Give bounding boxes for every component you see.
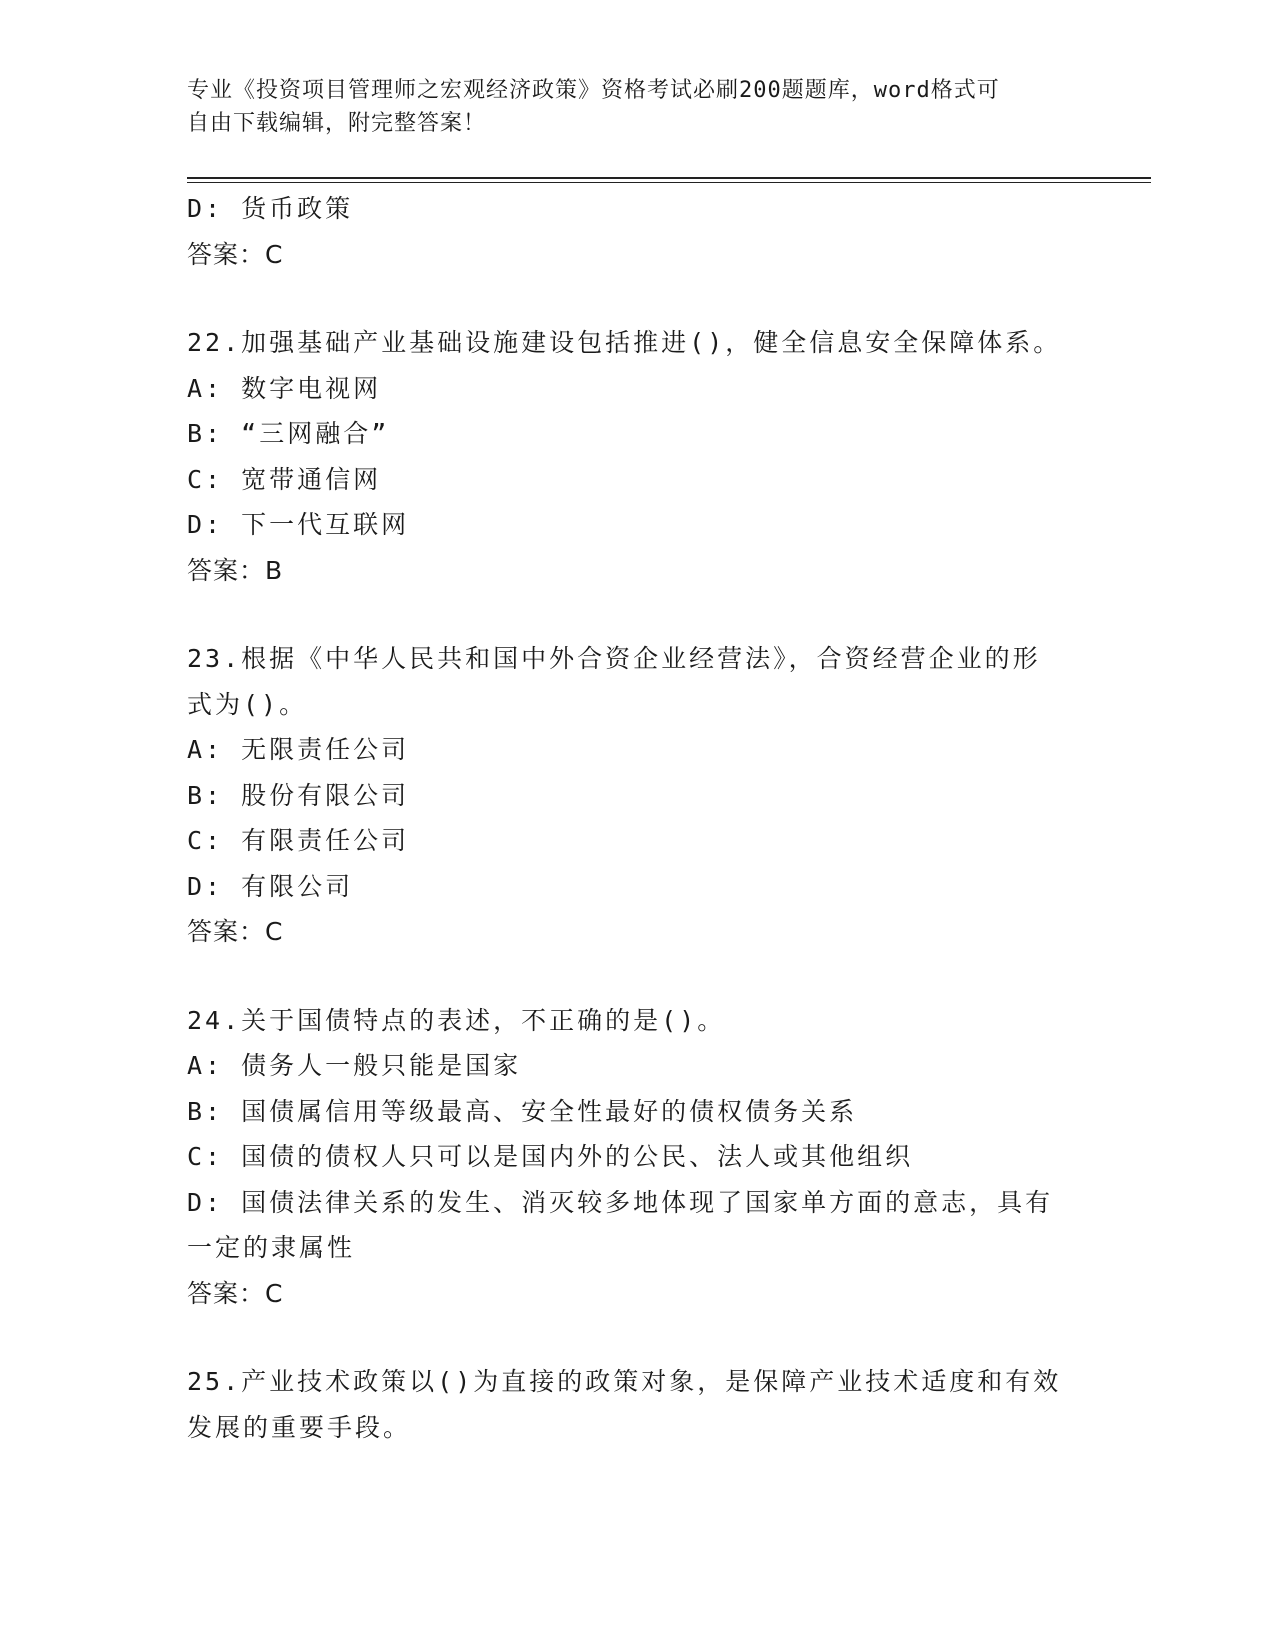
option-c: C: 国债的债权人只可以是国内外的公民、法人或其他组织	[187, 1142, 914, 1171]
header-line-2: 自由下载编辑，附完整答案！	[187, 111, 487, 136]
question-24	[187, 998, 1087, 1317]
answer: 答案：C	[187, 239, 284, 269]
option-d: D: 有限公司	[187, 871, 354, 901]
option-b: B: “三网融合”	[187, 419, 390, 448]
question-stem: 24.关于国债特点的表述，不正确的是()。	[187, 1005, 726, 1035]
option-d-continued: 一定的隶属性	[187, 1233, 356, 1262]
header-divider	[187, 177, 1151, 183]
spacer	[187, 955, 1087, 998]
document-header	[187, 74, 1067, 140]
question-23	[187, 636, 1087, 955]
option-a: A: 数字电视网	[187, 373, 382, 403]
answer: 答案：B	[187, 555, 284, 585]
question-21-tail	[187, 186, 1087, 277]
question-stem-line-1: 23.根据《中华人民共和国中外合资企业经营法》，合资经营企业的形	[187, 644, 1041, 673]
question-22	[187, 320, 1087, 593]
option-d: D: 国债法律关系的发生、消灭较多地体现了国家单方面的意志，具有	[187, 1187, 1054, 1217]
option-a: A: 债务人一般只能是国家	[187, 1051, 522, 1080]
option-d: D: 货币政策	[187, 194, 354, 223]
question-stem-line-2: 发展的重要手段。	[187, 1412, 412, 1442]
question-list	[187, 186, 1087, 1450]
answer: 答案：C	[187, 1278, 284, 1308]
header-line-1: 专业《投资项目管理师之宏观经济政策》资格考试必刷200题题库，word格式可	[187, 78, 1000, 103]
option-c: C: 宽带通信网	[187, 464, 382, 494]
option-c: C: 有限责任公司	[187, 826, 410, 855]
option-a: A: 无限责任公司	[187, 735, 410, 764]
question-25	[187, 1359, 1087, 1450]
option-b: B: 国债属信用等级最高、安全性最好的债权债务关系	[187, 1096, 858, 1126]
spacer	[187, 1316, 1087, 1359]
spacer	[187, 593, 1087, 636]
option-d: D: 下一代互联网	[187, 510, 410, 539]
question-stem: 22.加强基础产业基础设施建设包括推进()，健全信息安全保障体系。	[187, 328, 1062, 357]
question-stem-line-2: 式为()。	[187, 689, 308, 719]
answer: 答案：C	[187, 917, 284, 946]
option-b: B: 股份有限公司	[187, 780, 410, 810]
spacer	[187, 277, 1087, 320]
question-stem-line-1: 25.产业技术政策以()为直接的政策对象，是保障产业技术适度和有效	[187, 1367, 1062, 1396]
